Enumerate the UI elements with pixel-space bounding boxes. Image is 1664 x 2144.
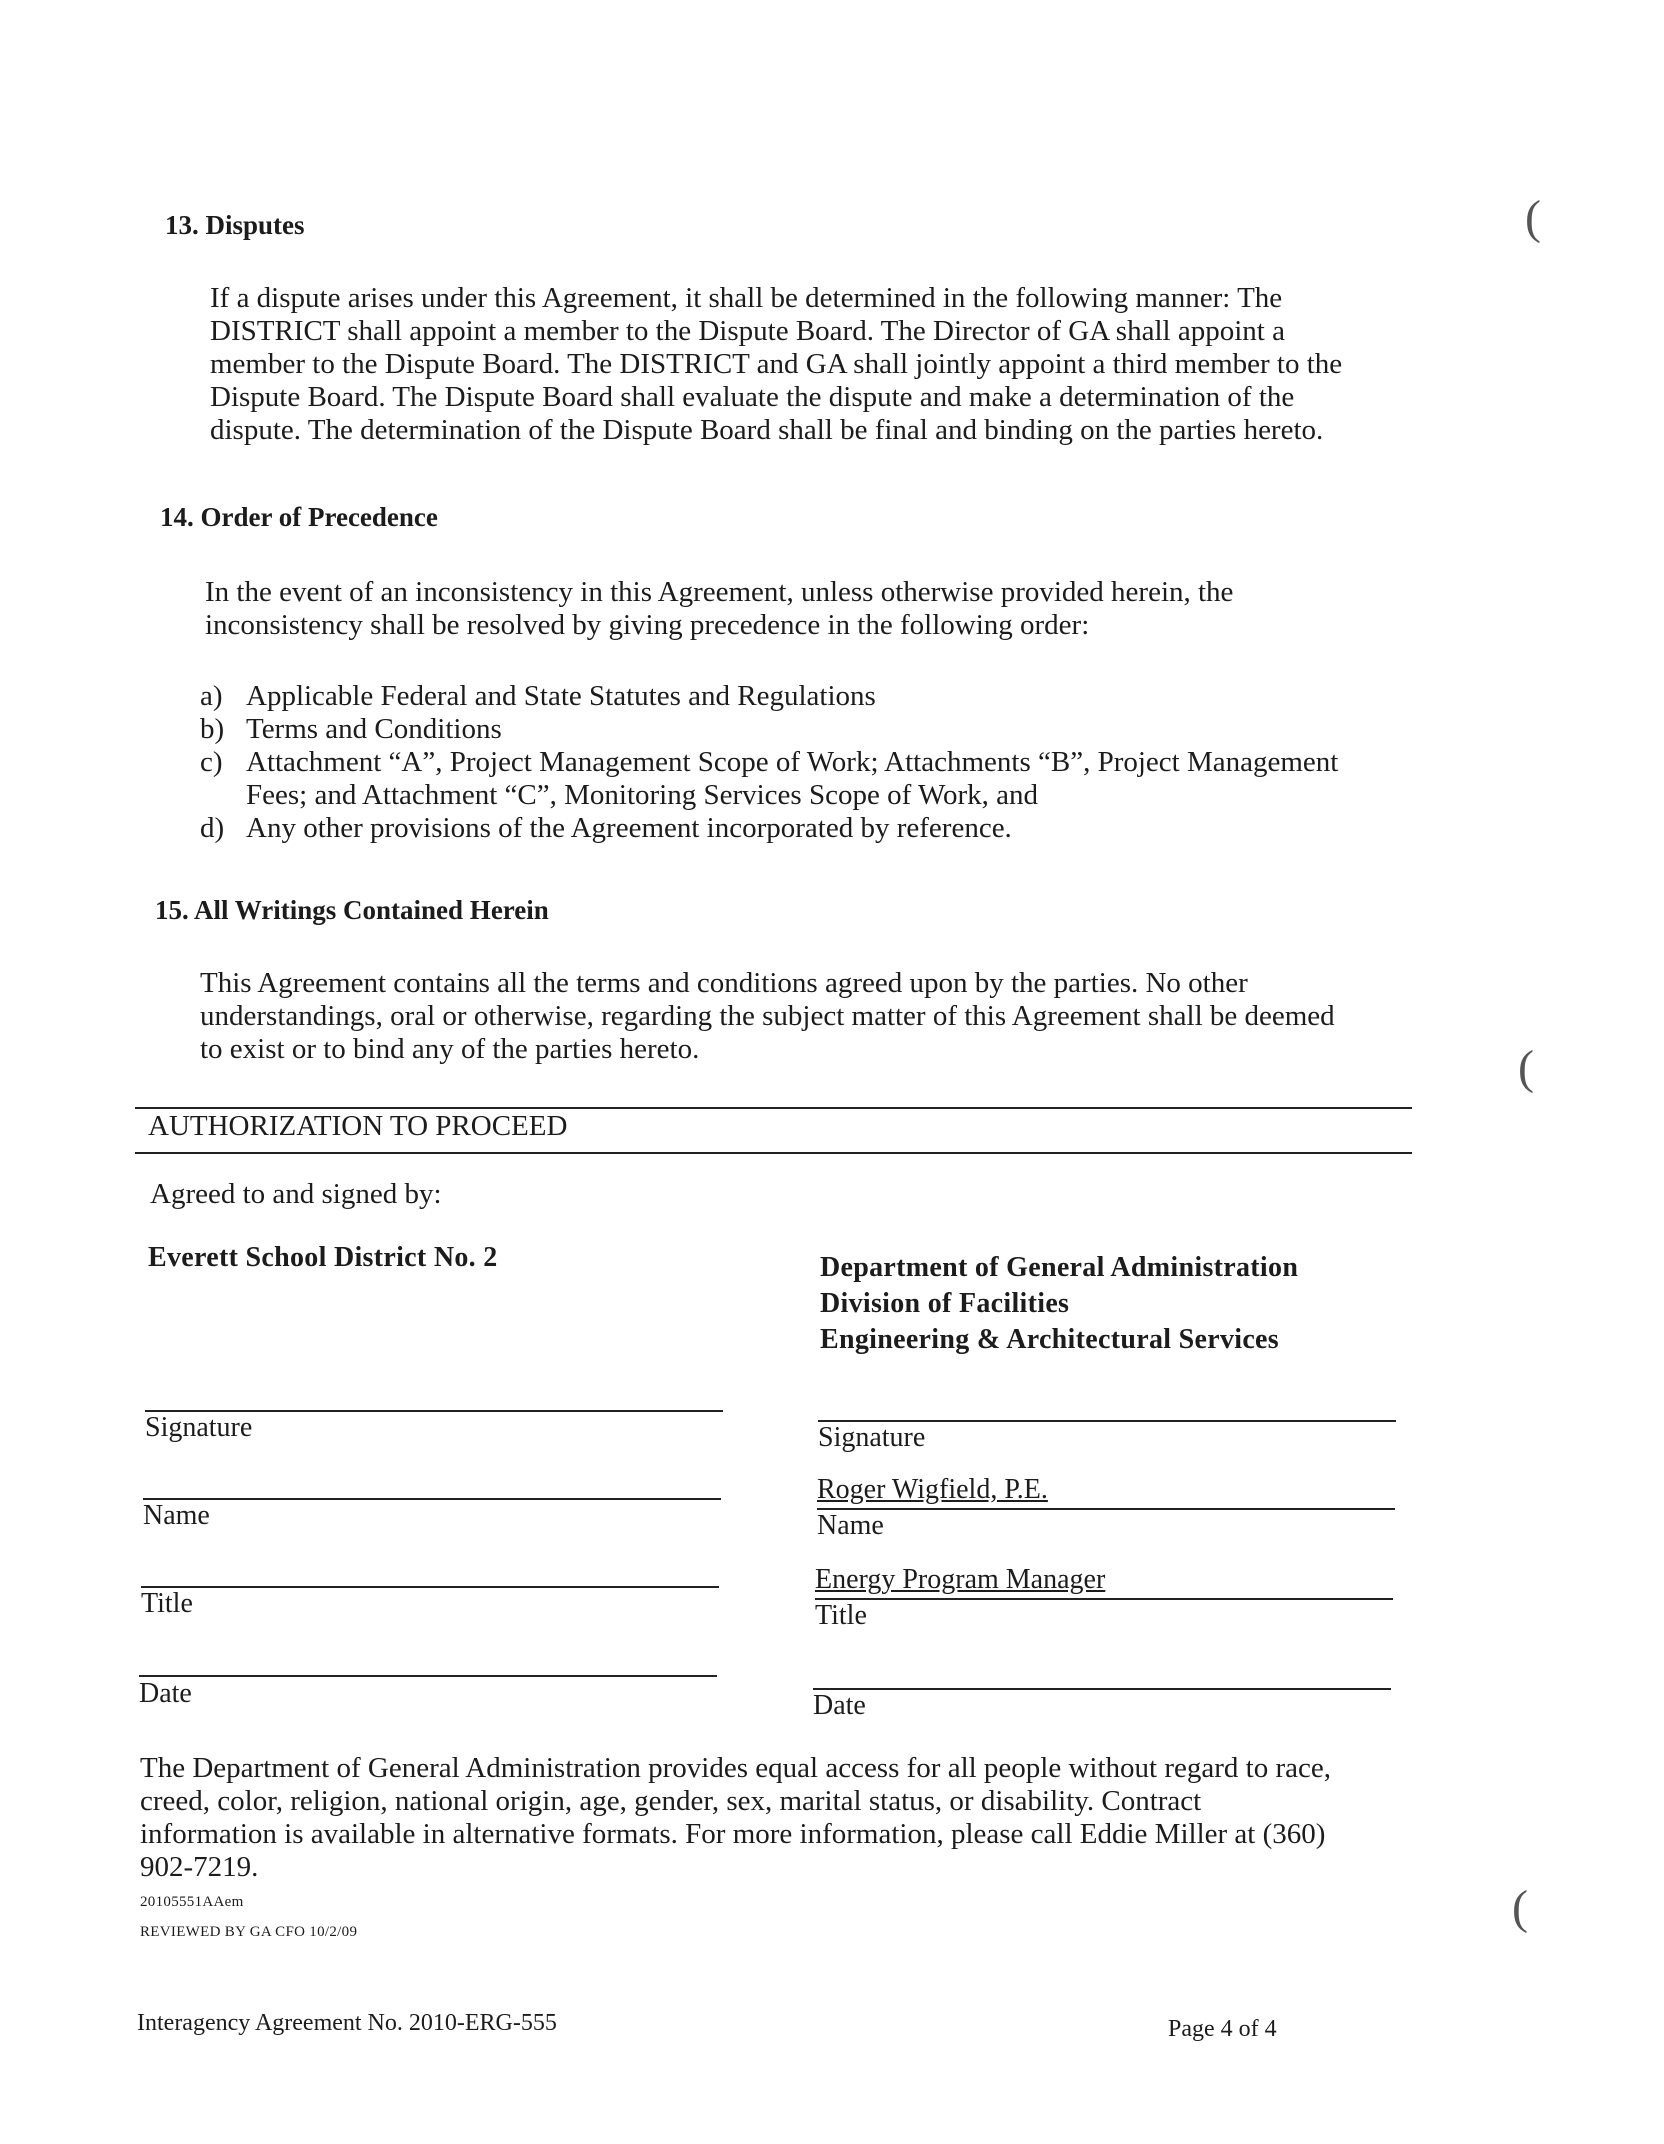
- list-item: [200, 713, 1338, 746]
- date-line: [139, 1675, 717, 1677]
- right-party-block: [820, 1250, 1298, 1358]
- signature-label: Signature: [818, 1422, 926, 1453]
- list-item-text: Any other provisions of the Agreement incorporated by reference.: [246, 812, 1012, 844]
- list-item-text: Applicable Federal and State Statutes and Regulations: [246, 680, 876, 712]
- title-label: Title: [815, 1600, 867, 1631]
- title-line: [141, 1586, 719, 1588]
- text-line: inconsistency shall be resolved by giving precedence in the following order:: [205, 609, 1090, 641]
- section-heading-disputes: 13. Disputes: [165, 210, 305, 240]
- section-heading-all-writings: 15. All Writings Contained Herein: [155, 895, 549, 925]
- right-party-line: Division of Facilities: [820, 1288, 1070, 1319]
- margin-mark: (: [1512, 1881, 1528, 1934]
- name-label: Name: [143, 1500, 210, 1531]
- precedence-list: [200, 680, 1338, 845]
- list-item-text-continued: Fees; and Attachment “C”, Monitoring Services Scope of Work, and: [246, 779, 1039, 811]
- date-label: Date: [139, 1678, 192, 1709]
- right-party-line: Engineering & Architectural Services: [820, 1324, 1279, 1355]
- signer-name: Roger Wigfield, P.E.: [817, 1474, 1048, 1505]
- margin-mark: (: [1518, 1041, 1534, 1094]
- text-line: This Agreement contains all the terms and conditions agreed upon by the parties. No other: [200, 967, 1248, 999]
- name-line: [817, 1508, 1395, 1510]
- name-label: Name: [817, 1510, 884, 1541]
- list-item: [200, 746, 1338, 812]
- text-line: dispute. The determination of the Dispute Board shall be final and binding on the parties hereto.: [210, 414, 1324, 446]
- text-line: 902-7219.: [140, 1851, 259, 1883]
- margin-mark: (: [1525, 191, 1541, 244]
- review-note: REVIEWED BY GA CFO 10/2/09: [140, 1924, 358, 1940]
- text-line: understandings, oral or otherwise, regarding the subject matter of this Agreement shall be deemed: [200, 1000, 1335, 1032]
- signer-title: Energy Program Manager: [815, 1564, 1106, 1595]
- text-line: information is available in alternative formats. For more information, please call Eddie Miller at (360): [140, 1818, 1326, 1850]
- section-body-all-writings: [200, 967, 1335, 1066]
- date-line: [813, 1688, 1391, 1690]
- list-item: [200, 812, 1338, 845]
- agreed-text: Agreed to and signed by:: [150, 1178, 442, 1210]
- divider-rule: [135, 1107, 1412, 1109]
- text-line: member to the Dispute Board. The DISTRICT and GA shall jointly appoint a third member to the: [210, 348, 1343, 380]
- list-item: [200, 680, 1338, 713]
- text-line: If a dispute arises under this Agreement, it shall be determined in the following manner: The: [210, 282, 1283, 314]
- right-party-line: Department of General Administration: [820, 1252, 1299, 1283]
- section-body-order-of-precedence: [205, 576, 1233, 642]
- section-heading-order-of-precedence: 14. Order of Precedence: [160, 502, 438, 532]
- text-line: Dispute Board. The Dispute Board shall evaluate the dispute and make a determination of the: [210, 381, 1295, 413]
- text-line: In the event of an inconsistency in this Agreement, unless otherwise provided herein, the: [205, 576, 1234, 608]
- list-item-text: Attachment “A”, Project Management Scope of Work; Attachments “B”, Project Management: [246, 746, 1339, 778]
- list-item-label: d): [200, 812, 225, 844]
- text-line: creed, color, religion, national origin, age, gender, sex, marital status, or disability. Contract: [140, 1785, 1202, 1817]
- title-label: Title: [141, 1588, 193, 1619]
- title-line: [815, 1598, 1393, 1600]
- section-body-disputes: [210, 282, 1342, 447]
- text-line: to exist or to bind any of the parties hereto.: [200, 1033, 700, 1065]
- footer-agreement-number: Interagency Agreement No. 2010-ERG-555: [137, 2010, 557, 2036]
- equal-access-statement: [140, 1752, 1331, 1884]
- list-item-label: b): [200, 713, 225, 745]
- list-item-label: c): [200, 746, 223, 778]
- authorization-title: AUTHORIZATION TO PROCEED: [148, 1110, 568, 1142]
- list-item-text: Terms and Conditions: [246, 713, 502, 745]
- name-line: [143, 1498, 721, 1500]
- left-party-name: Everett School District No. 2: [148, 1242, 498, 1273]
- footer-page-number: Page 4 of 4: [1168, 2016, 1277, 2042]
- text-line: DISTRICT shall appoint a member to the Dispute Board. The Director of GA shall appoint a: [210, 315, 1285, 347]
- date-label: Date: [813, 1690, 866, 1721]
- text-line: The Department of General Administration provides equal access for all people without regard to race,: [140, 1752, 1331, 1784]
- divider-rule: [135, 1152, 1412, 1154]
- list-item-label: a): [200, 680, 223, 712]
- signature-label: Signature: [145, 1412, 253, 1443]
- document-code: 20105551AAem: [140, 1894, 244, 1910]
